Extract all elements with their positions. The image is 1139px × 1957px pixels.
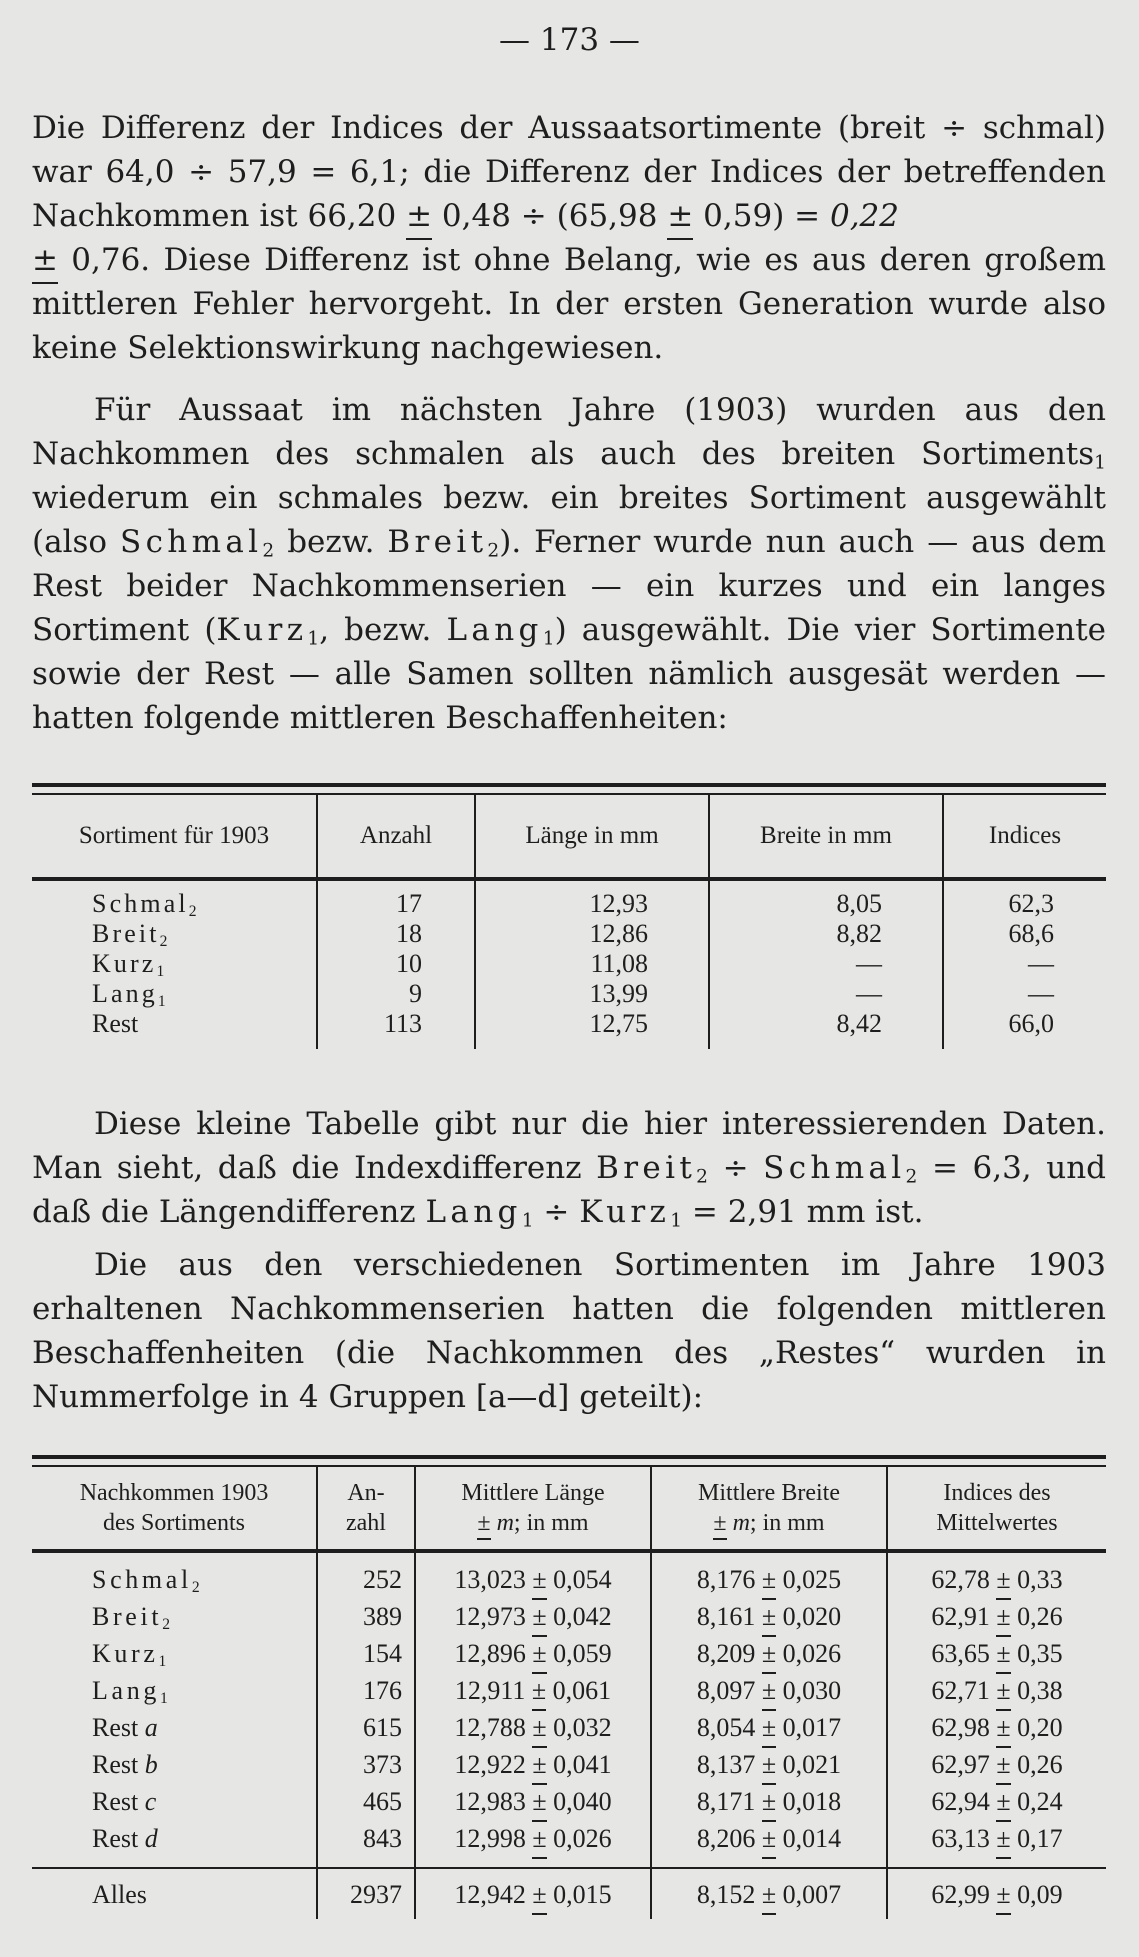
table-row: Rest b 373 12,922 ± 0,041 8,137 ± 0,021 62,97 ± 0,26: [32, 1746, 1106, 1783]
table-nachkommen-1903: [32, 1455, 1106, 1919]
table-row: Kurz$_1$ 10 11,08 — —: [32, 949, 1106, 979]
table-row: Kurz$_1$ 154 12,896 ± 0,059 8,209 ± 0,026 63,65 ± 0,35: [32, 1635, 1106, 1672]
col-header: Nachkommen 1903 des Sortiments: [32, 1467, 317, 1551]
col-header: Breite in mm: [709, 795, 943, 879]
col-header: Mittlere Länge ± m; in mm: [415, 1467, 651, 1551]
table-sortiment-1903: [32, 783, 1106, 1049]
paragraph-3: Diese kleine Tabelle gibt nur die hier interessierenden Daten. Man sieht, daß die Indexdifferenz Breit$_2$ ÷ Schmal$_2$ = 6,3, und daß die Längendifferenz Lang$_1$ ÷ Kurz$_1$ = 2,91 mm ist.: [32, 1106, 1106, 1232]
table-row: Rest c 465 12,983 ± 0,040 8,171 ± 0,018 62,94 ± 0,24: [32, 1783, 1106, 1820]
table-row: Rest a 615 12,788 ± 0,032 8,054 ± 0,017 62,98 ± 0,20: [32, 1709, 1106, 1746]
table-row: Lang$_1$ 176 12,911 ± 0,061 8,097 ± 0,030 62,71 ± 0,38: [32, 1672, 1106, 1709]
col-header: Länge in mm: [475, 795, 709, 879]
table-row: Lang$_1$ 9 13,99 — —: [32, 979, 1106, 1009]
table-row: Rest 113 12,75 8,42 66,0: [32, 1009, 1106, 1049]
table-row: Breit$_2$ 18 12,86 8,82 68,6: [32, 919, 1106, 949]
table-row: Breit$_2$ 389 12,973 ± 0,042 8,161 ± 0,020 62,91 ± 0,26: [32, 1598, 1106, 1635]
paragraph-1: Die Differenz der Indices der Aussaatsortimente (breit ÷ schmal) war 64,0 ÷ 57,9 = 6,1; die Differenz der Indices der betreffenden Nachkommen ist 66,20 ± 0,48 ÷ (65,98 ± 0,59) = 0,22 ± 0,76. Diese Differenz ist ohne Belang, wie es aus deren großem mittleren Fehler hervorgeht. In der ersten Generation wurde also keine Selektionswirkung nachgewiesen.: [32, 110, 1106, 366]
col-header: Indices des Mittelwertes: [887, 1467, 1106, 1551]
col-header: Mittlere Breite ± m; in mm: [651, 1467, 887, 1551]
col-header: Anzahl: [317, 795, 475, 879]
col-header: An- zahl: [317, 1467, 415, 1551]
table-total-row: Alles 2937 12,942 ± 0,015 8,152 ± 0,007 62,99 ± 0,09: [32, 1868, 1106, 1919]
col-header: Sortiment für 1903: [32, 795, 317, 879]
table-row: Rest d 843 12,998 ± 0,026 8,206 ± 0,014 63,13 ± 0,17: [32, 1820, 1106, 1868]
paragraph-2: Für Aussaat im nächsten Jahre (1903) wurden aus den Nachkommen des schmalen als auch des breiten Sortiments$_1$ wiederum ein schmales bezw. ein breites Sortiment ausgewählt (also Schmal$_2$ bezw. Breit$_2$). Ferner wurde nun auch — aus dem Rest beider Nachkommenserien — ein kurzes und ein langes Sortiment (Kurz$_1$, bezw. Lang$_1$) ausgewählt. Die vier Sortimente sowie der Rest — alle Samen sollten nämlich ausgesät werden — hatten folgende mittleren Beschaffenheiten:: [32, 392, 1107, 736]
col-header: Indices: [943, 795, 1106, 879]
table-row: Schmal$_2$ 252 13,023 ± 0,054 8,176 ± 0,025 62,78 ± 0,33: [32, 1551, 1106, 1598]
table-row: Schmal$_2$ 17 12,93 8,05 62,3: [32, 879, 1106, 919]
page-number: — 173 —: [499, 22, 640, 58]
paragraph-4: Die aus den verschiedenen Sortimenten im Jahre 1903 erhaltenen Nachkommenserien hatten die folgenden mittleren Beschaffenheiten (die Nachkommen des „Restes“ wurden in Nummerfolge in 4 Gruppen [a—d] geteilt):: [32, 1247, 1106, 1415]
